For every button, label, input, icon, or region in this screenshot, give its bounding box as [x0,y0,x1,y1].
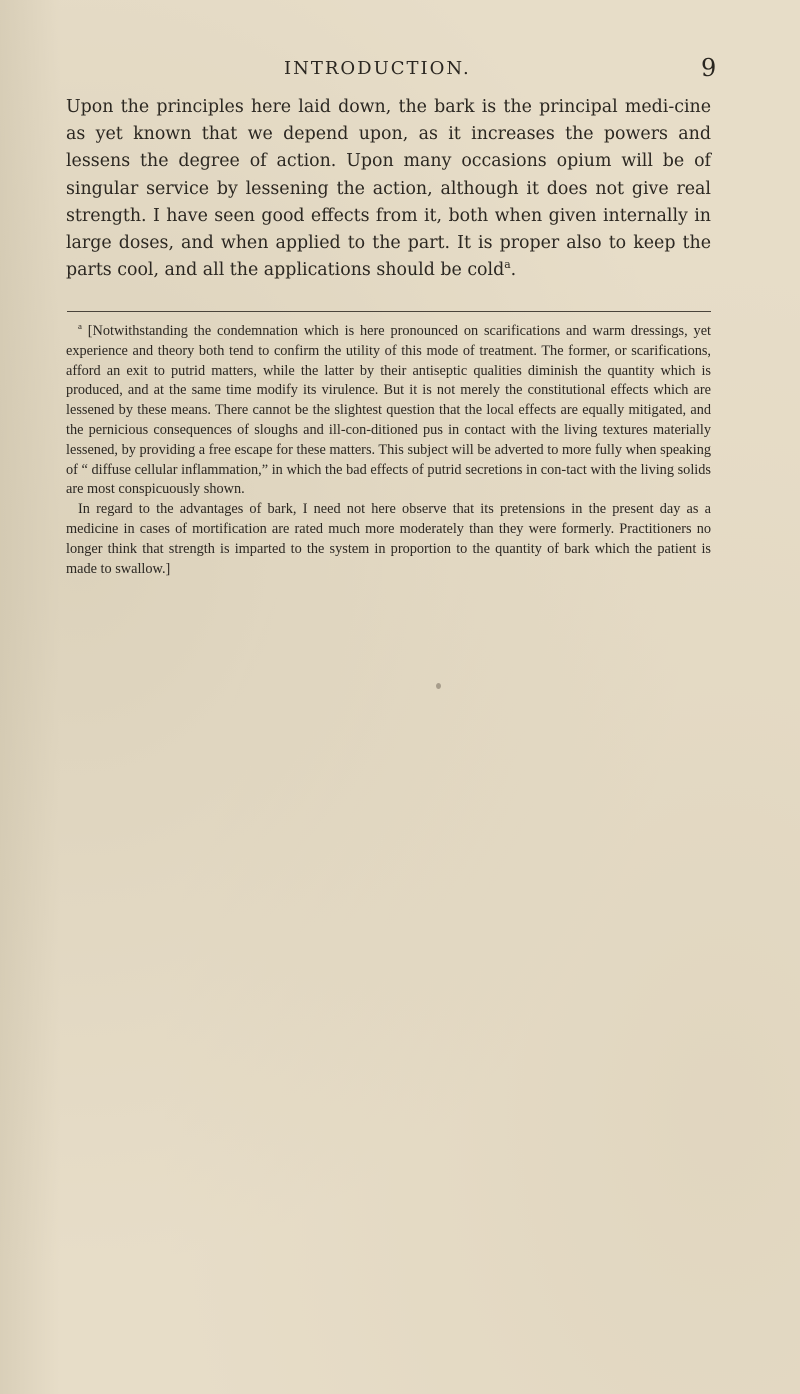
main-paragraph-text: Upon the principles here laid down, the bark is the principal medi-cine as yet known that we depend upon, as it increases the powers and lessens the degree of action. Upon many occasions opium will be of singular service by lessening the action, although it does not give real strength. I have seen good effects from it, both when given internally in large doses, and when applied to the part. It is proper also to keep the parts cool, and all the applications should be cold [66,97,711,281]
running-title: INTRODUCTION. [284,58,471,79]
footnote-reference: a [504,258,511,272]
footnote-marker: a [78,321,82,332]
footnote-paragraph-1 [66,322,711,500]
footnote-paragraph-1-text: [Notwithstanding the condemnation which is here pronounced on scarifications and warm dressings, yet experience and theory both tend to confirm the utility of this mode of treatment. The former, or scarifications, afford an exit to putrid matters, while the latter by their antiseptic qualities diminish the quantity which is produced, and at the same time modify its virulence. But it is not merely the constitutional effects which are lessened by these means. There cannot be the slightest question that the local effects are equally mitigated, and the pernicious consequences of sloughs and ill-con-ditioned pus in contact with the living textures materially lessened, by providing a free escape for these matters. This subject will be adverted to more fully when speaking of “ diffuse cellular inflammation,” in which the bad effects of putrid secretions in con-tact with the living solids are most conspicuously shown. [66,323,712,498]
page-number: 9 [701,54,717,82]
footnote [66,322,711,579]
footnote-paragraph-2: In regard to the advantages of bark, I need not here observe that its pretensions in the present day as a medicine in cases of mortification are rated much more moderately than they were formerly. Practitioners no longer think that strength is imparted to the system in proportion to the quantity of bark which the patient is made to swallow.] [66,501,711,577]
main-paragraph: Upon the principles here laid down, the bark is the principal medi-cine as yet known that we depend upon, as it increases the powers and lessens the degree of action. Upon many occasions opium will be of singular service by lessening the action, although it does not give real strength. I have seen good effects from it, both when given internally in large doses, and when applied to the part. It is proper also to keep the parts cool, and all the applications should be cold$^a$. [66,97,711,281]
footnote-rule [67,311,711,312]
running-head [0,54,800,88]
ink-smudge [436,683,441,689]
